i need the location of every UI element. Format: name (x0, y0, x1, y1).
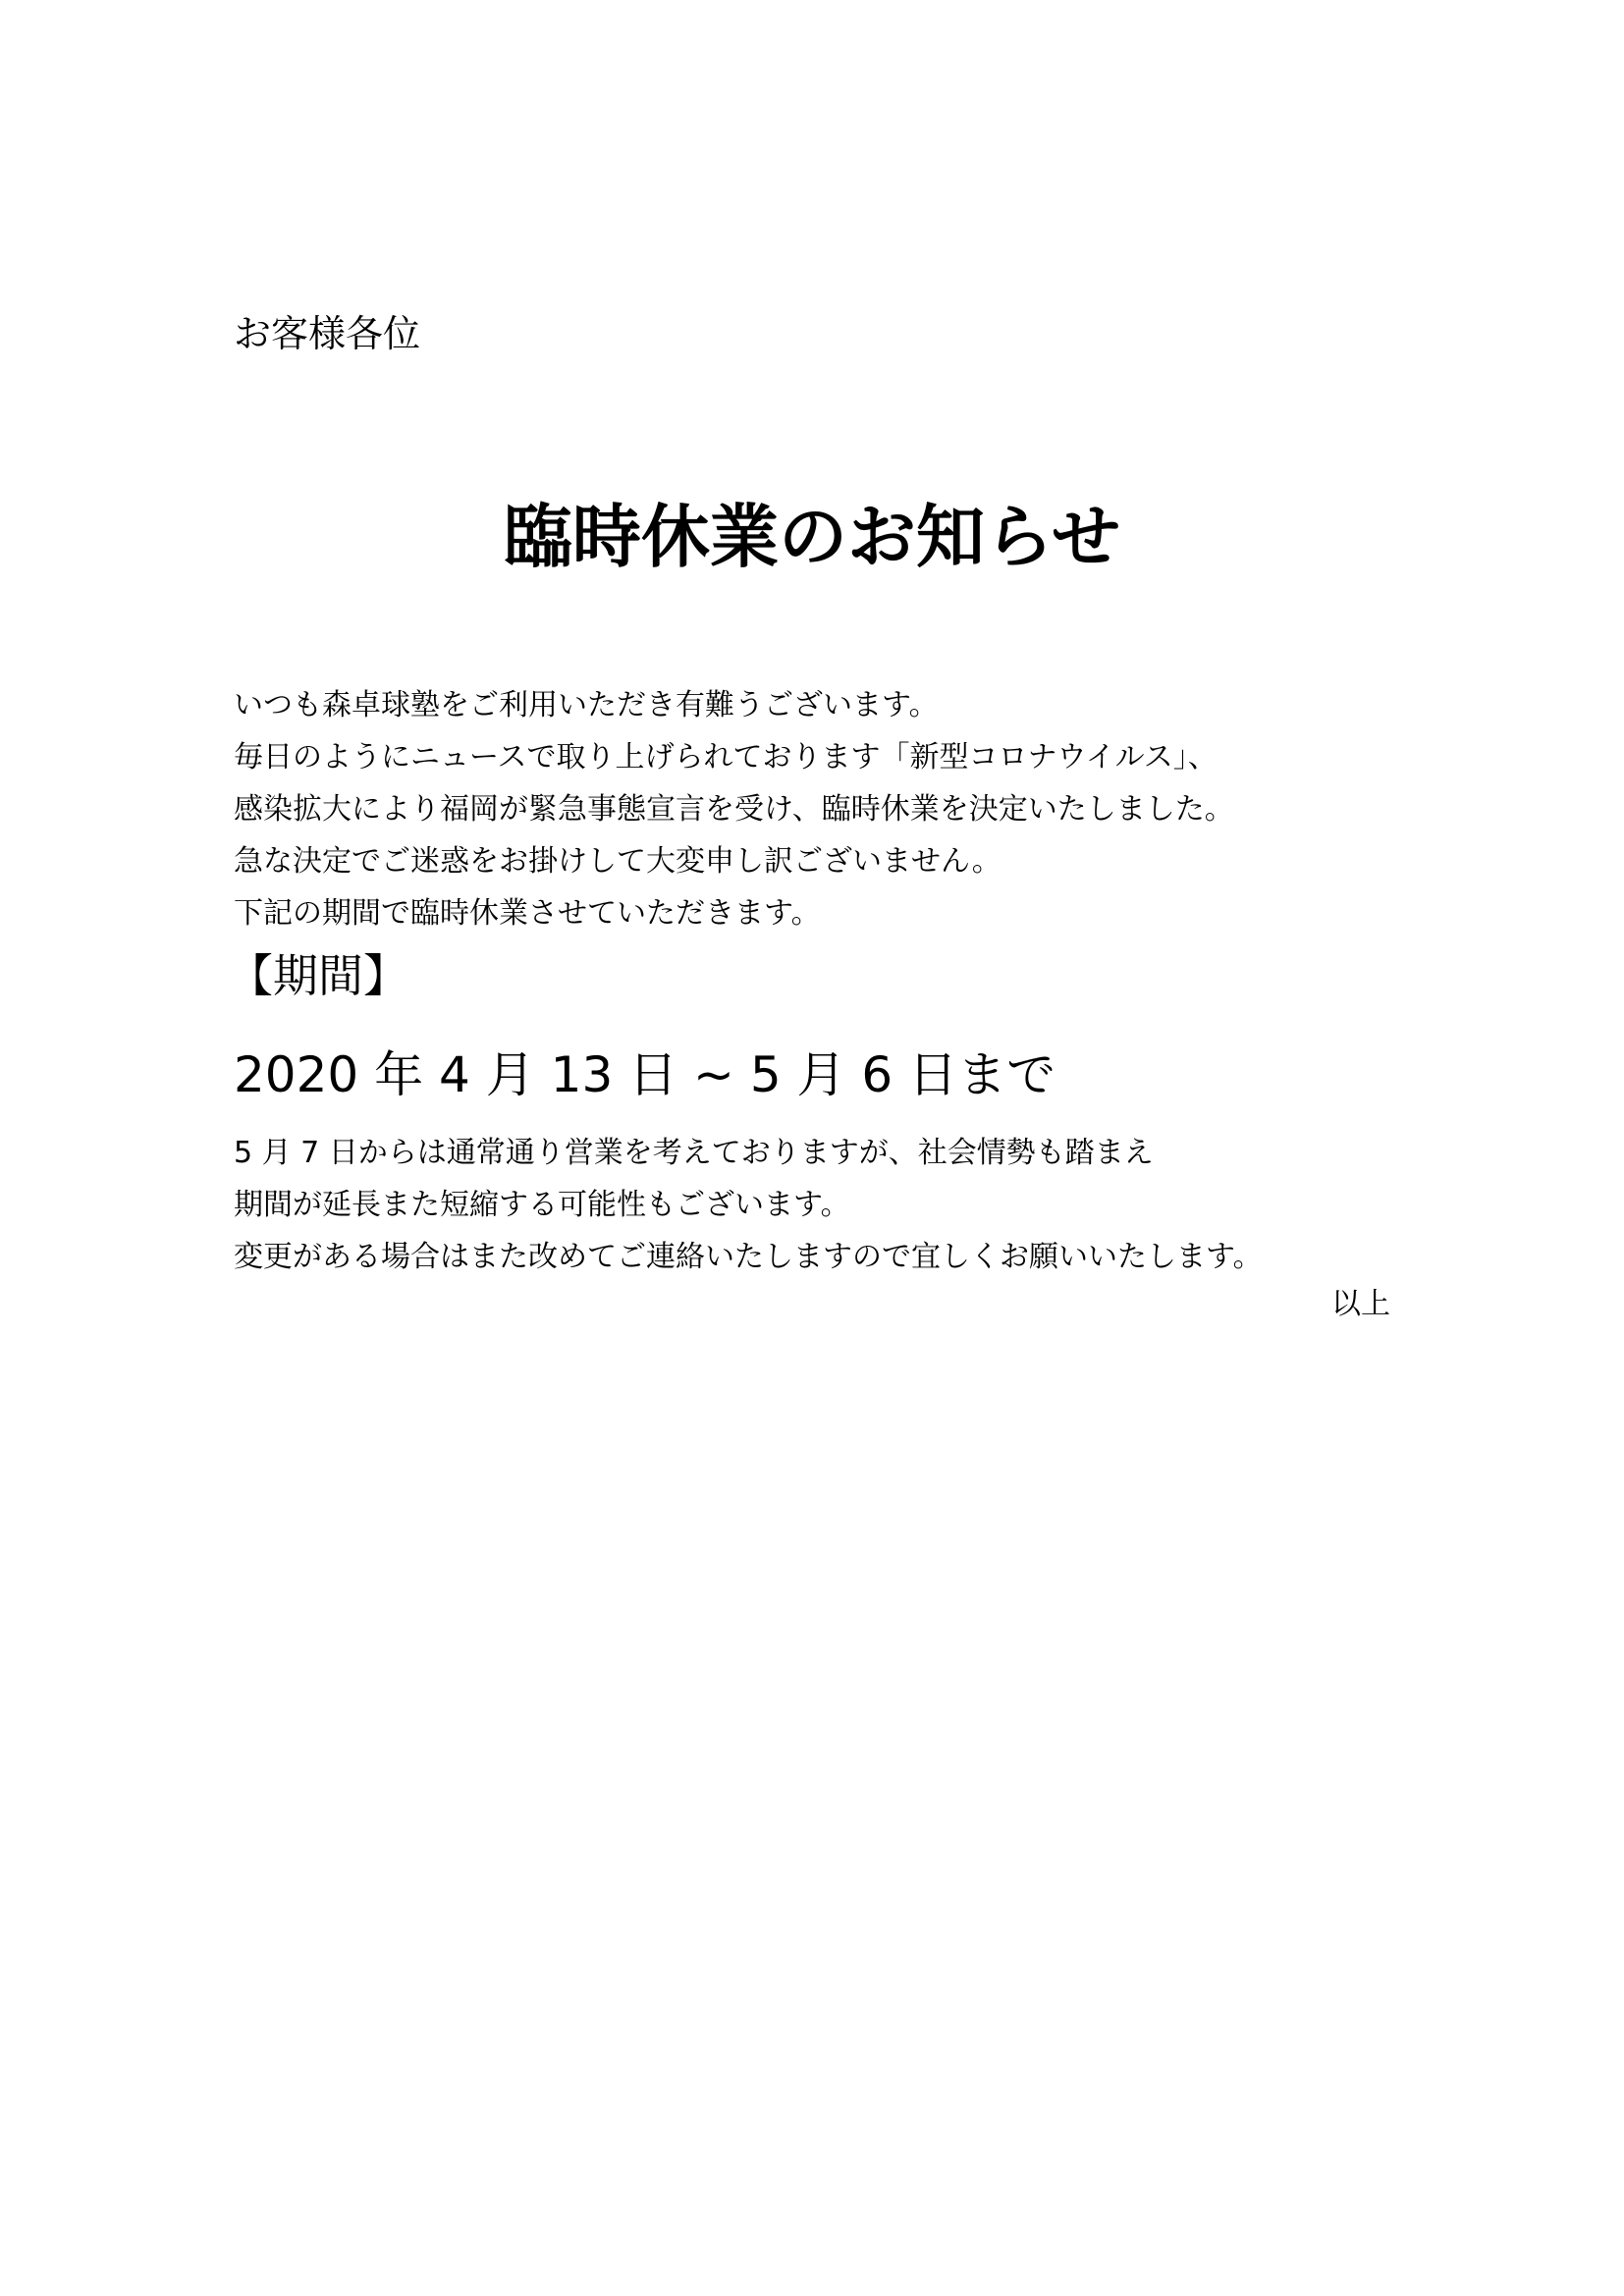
body-line: 毎日のようにニュースで取り上げられております「新型コロナウイルス」、 (234, 740, 1218, 774)
page-title: 臨時休業のお知らせ (504, 497, 1120, 577)
body-line: 下記の期間で臨時休業させていただきます。 (234, 896, 821, 931)
closing-remark: 以上 (1331, 1287, 1390, 1321)
note-paragraph (234, 1127, 1412, 1283)
period-heading: 【期間】 (228, 949, 408, 1002)
body-line: 感染拡大により福岡が緊急事態宣言を受け、臨時休業を決定いたしました。 (234, 792, 1234, 827)
note-line: 期間が延長また短縮する可能性もございます。 (234, 1188, 850, 1222)
body-line: 急な決定でご迷惑をお掛けして大変申し訳ございません。 (234, 844, 1001, 879)
body-line: いつも森卓球塾をご利用いただき有難うございます。 (234, 688, 939, 722)
salutation: お客様各位 (234, 312, 421, 355)
note-line: 変更がある場合はまた改めてご連絡いたしますので宜しくお願いいたします。 (234, 1240, 1263, 1274)
body-paragraph (234, 679, 1412, 939)
period-dates: 2020 年 4 月 13 日 ~ 5 月 6 日まで (234, 1046, 1056, 1103)
note-line: 5 月 7 日からは通常通り営業を考えておりますが、社会情勢も踏まえ (234, 1136, 1154, 1170)
